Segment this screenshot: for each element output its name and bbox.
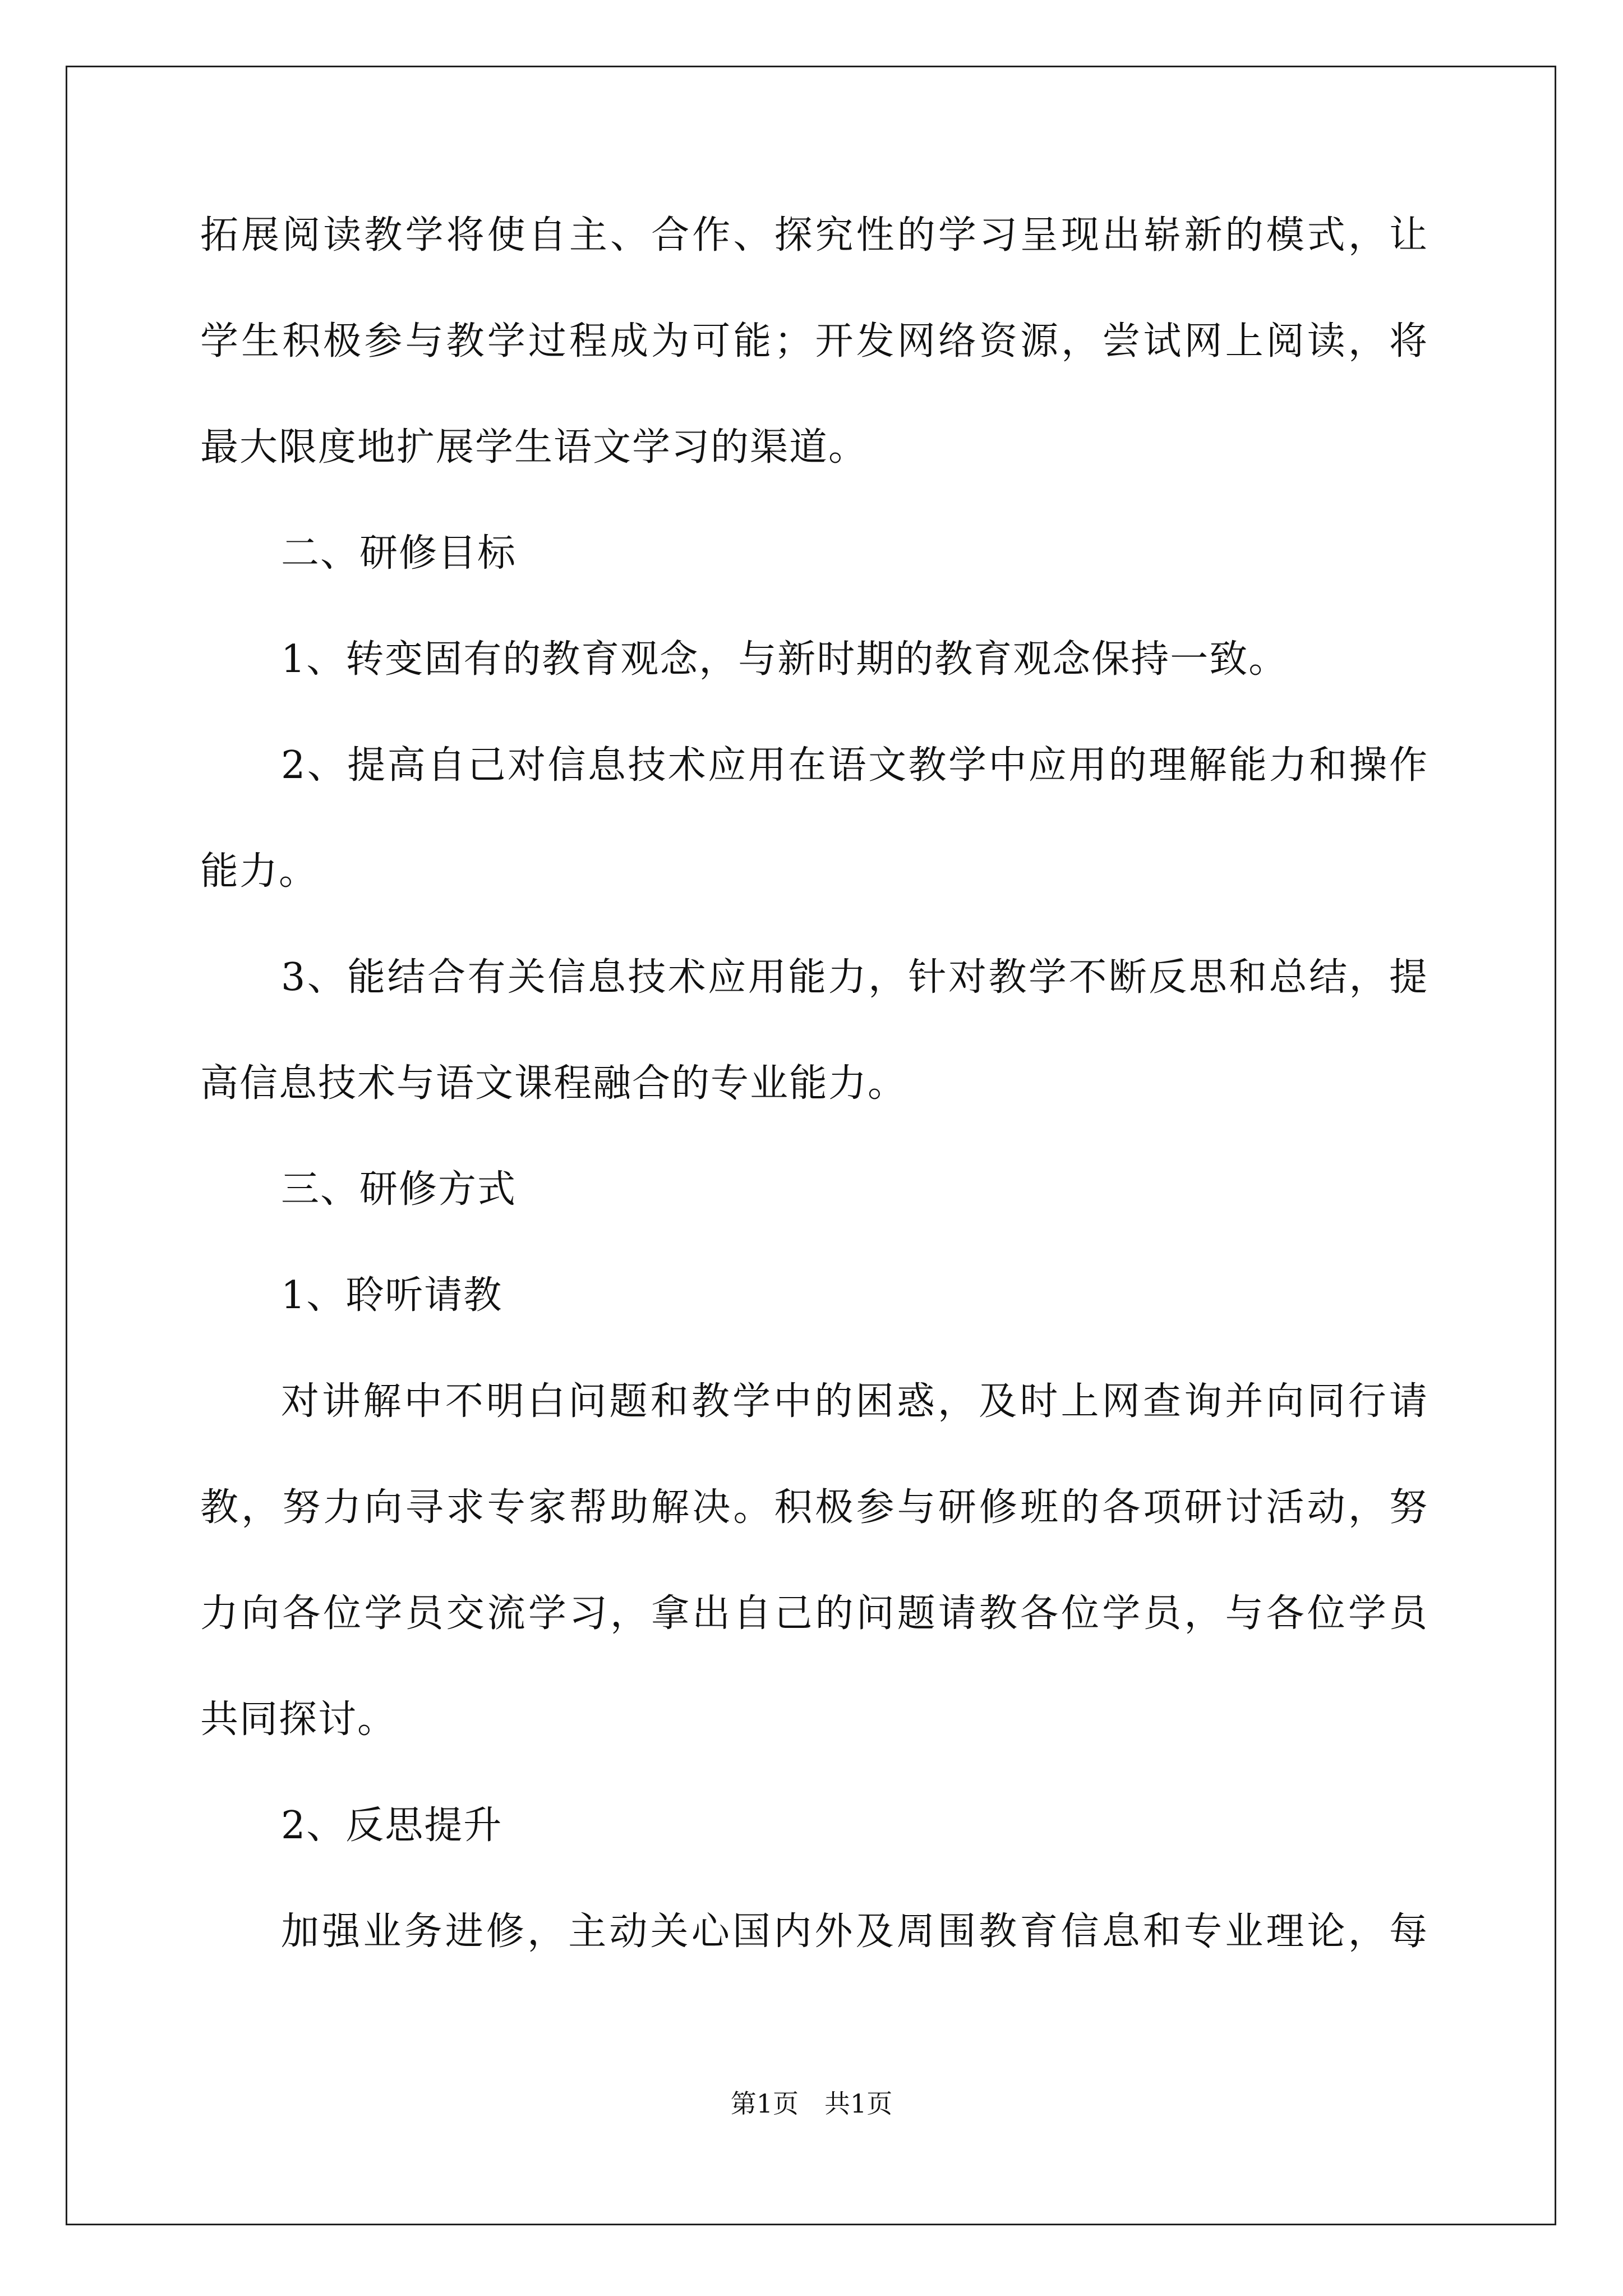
paragraph-line: 高信息技术与语文课程融合的专业能力。 [200, 1061, 907, 1106]
paragraph-line: 能力。 [200, 849, 319, 894]
list-item: 1、转变固有的教育观念，与新时期的教育观念保持一致。 [281, 637, 1288, 682]
section-heading: 二、研修目标 [281, 531, 517, 576]
paragraph-line: 共同探讨。 [200, 1697, 397, 1742]
page-border [66, 66, 1556, 2225]
paragraph-line: 加强业务进修，主动关心国内外及周围教育信息和专业理论，每 [281, 1910, 1428, 1954]
section-heading: 三、研修方式 [281, 1167, 517, 1212]
list-item: 3、能结合有关信息技术应用能力，针对教学不断反思和总结，提 [281, 955, 1428, 1000]
subsection-heading: 2、反思提升 [281, 1803, 503, 1848]
paragraph-line: 教，努力向寻求专家帮助解决。积极参与研修班的各项研讨活动，努 [200, 1485, 1428, 1530]
paragraph-line: 学生积极参与教学过程成为可能；开发网络资源，尝试网上阅读，将 [200, 319, 1428, 364]
subsection-heading: 1、聆听请教 [281, 1273, 503, 1318]
page-footer [0, 2087, 1623, 2120]
paragraph-line: 拓展阅读教学将使自主、合作、探究性的学习呈现出崭新的模式，让 [200, 213, 1428, 257]
list-item: 2、提高自己对信息技术应用在语文教学中应用的理解能力和操作 [281, 743, 1428, 788]
paragraph-line: 最大限度地扩展学生语文学习的渠道。 [200, 425, 868, 470]
paragraph-line: 对讲解中不明白问题和教学中的困惑，及时上网查询并向同行请 [281, 1379, 1428, 1424]
page-number: 第1页 共1页 [730, 2088, 893, 2119]
paragraph-line: 力向各位学员交流学习，拿出自己的问题请教各位学员，与各位学员 [200, 1591, 1428, 1636]
